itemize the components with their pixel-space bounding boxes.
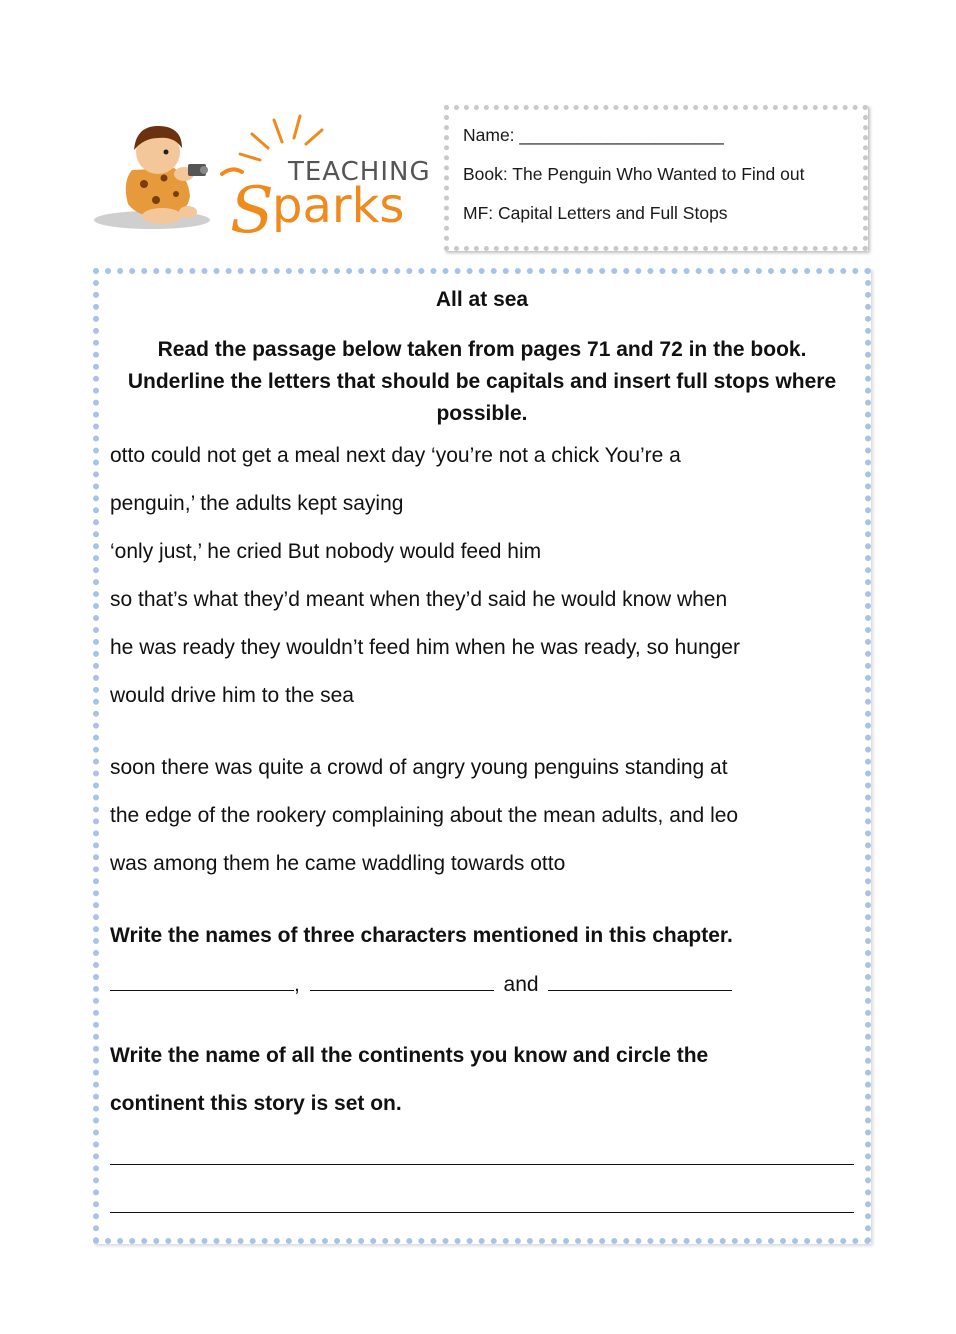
student-info-box: [444, 105, 868, 251]
logo-text-teaching: TEACHING: [288, 157, 431, 187]
focus-topic: MF: Capital Letters and Full Stops: [463, 203, 728, 223]
passage-line: soon there was quite a crowd of angry young penguins standing at: [110, 756, 728, 779]
logo-text-s: S: [230, 174, 274, 247]
answer-and: and: [503, 973, 539, 996]
question-continents-line1: Write the name of all the continents you know and circle the: [110, 1044, 709, 1067]
worksheet-title: All at sea: [435, 288, 529, 311]
worksheet-box: [93, 268, 871, 1244]
answer-line-1[interactable]: [110, 1164, 854, 1165]
book-title: Book: The Penguin Who Wanted to Find out: [463, 164, 805, 184]
name-field[interactable]: Name: _____________________: [463, 125, 724, 145]
answer-line-2[interactable]: [110, 1212, 854, 1213]
teaching-sparks-logo: [92, 112, 437, 247]
passage-line: penguin,’ the adults kept saying: [110, 492, 404, 515]
answer-separator: ,: [294, 973, 300, 996]
passage-line: so that’s what they’d meant when they’d said he would know when: [110, 588, 728, 611]
passage-line: would drive him to the sea: [110, 684, 354, 707]
logo-text-parks: parks: [272, 178, 405, 234]
instructions: Read the passage below taken from pages 71 and 72 in the book. Underline the letters that should be capitals and insert full stops where possible.: [127, 338, 837, 425]
question-continents-line2: continent this story is set on.: [110, 1092, 402, 1115]
answer-blank[interactable]: [110, 972, 294, 991]
passage-line: the edge of the rookery complaining about the mean adults, and leo: [110, 804, 739, 827]
answer-characters-row: [110, 972, 732, 997]
passage-line: ‘only just,’ he cried But nobody would feed him: [110, 540, 542, 563]
answer-blank[interactable]: [310, 972, 494, 991]
passage-line: otto could not get a meal next day ‘you’re not a chick You’re a: [110, 444, 681, 467]
passage-line: was among them he came waddling towards otto: [110, 852, 566, 875]
question-characters: Write the names of three characters mentioned in this chapter.: [110, 924, 733, 947]
passage-line: he was ready they wouldn’t feed him when he was ready, so hunger: [110, 636, 740, 659]
answer-blank[interactable]: [548, 972, 732, 991]
